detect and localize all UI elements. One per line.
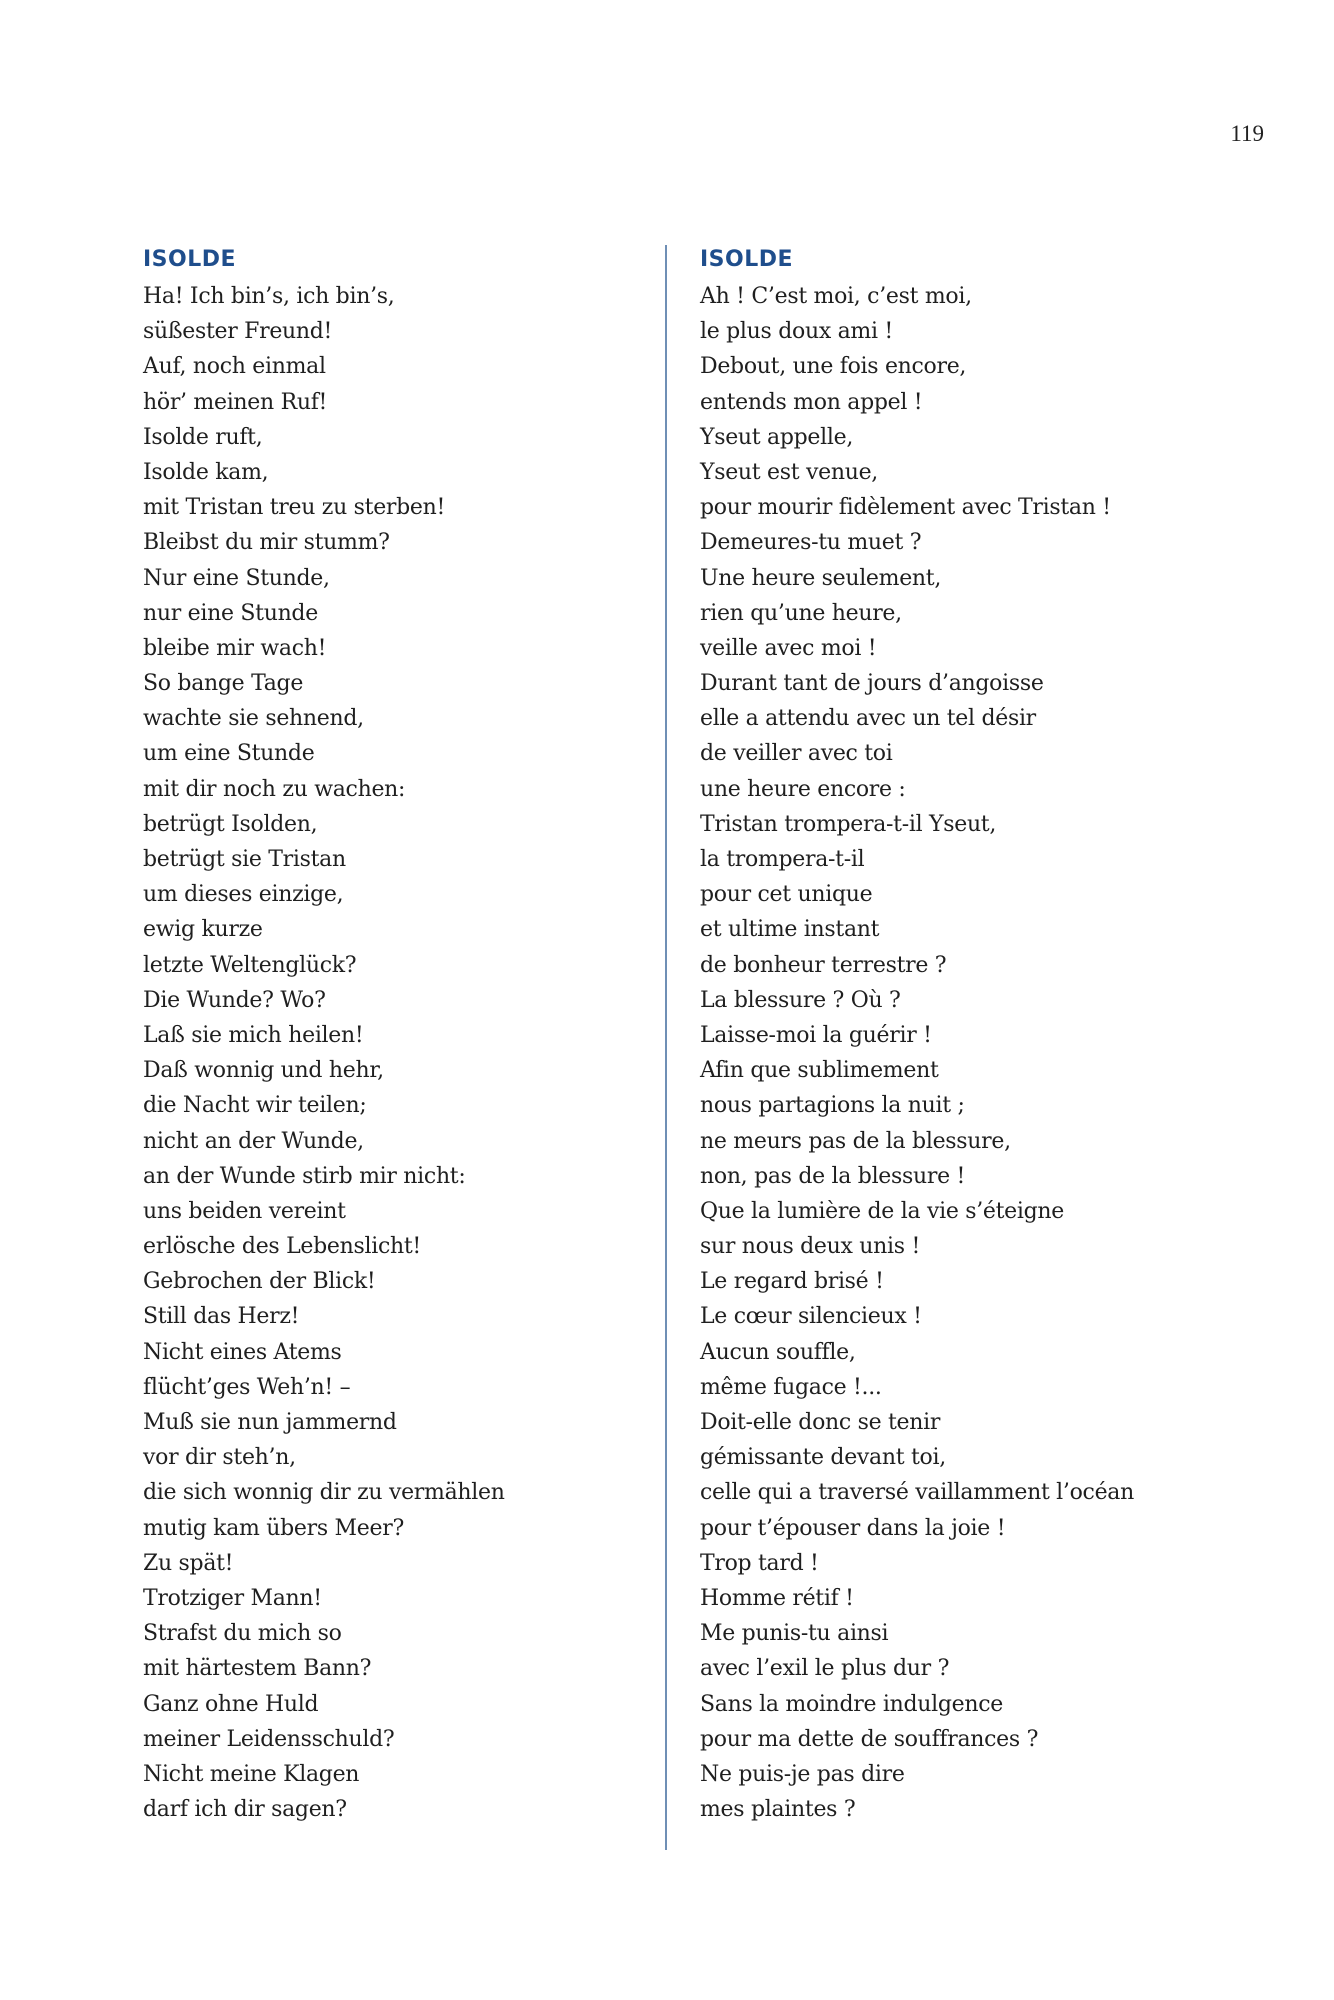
verse-line: ne meurs pas de la blessure,	[700, 1128, 1011, 1154]
verse-line: celle qui a traversé vaillamment l’océan	[700, 1480, 1134, 1506]
verse-line: uns beiden vereint	[143, 1198, 346, 1224]
verse-line: um eine Stunde	[143, 741, 315, 767]
verse-line: Yseut est venue,	[700, 459, 878, 485]
verse-line: la trompera-t-il	[700, 847, 865, 872]
verse-line: Muß sie nun jammernd	[143, 1410, 397, 1435]
french-verse-lines	[700, 279, 1300, 1827]
verse-line: betrügt Isolden,	[143, 811, 318, 837]
verse-line: meiner Leidensschuld?	[143, 1726, 395, 1752]
verse-line: sur nous deux unis !	[700, 1234, 921, 1260]
verse-line: Tristan trompera-t-il Yseut,	[700, 811, 997, 837]
verse-line: entends mon appel !	[700, 389, 923, 415]
speaker-name-french: ISOLDE	[700, 247, 794, 272]
verse-line: Me punis-tu ainsi	[700, 1621, 889, 1647]
verse-line: de veiller avec toi	[700, 741, 893, 767]
verse-line: Aucun souffle,	[700, 1339, 856, 1365]
verse-line: Yseut appelle,	[700, 424, 854, 450]
speaker-name-german: ISOLDE	[143, 247, 237, 272]
verse-line: ewig kurze	[143, 917, 263, 943]
verse-line: le plus doux ami !	[700, 319, 893, 345]
verse-line: die Nacht wir teilen;	[143, 1093, 367, 1119]
french-column	[700, 243, 1300, 1827]
verse-line: Die Wunde? Wo?	[143, 987, 326, 1013]
verse-line: Afin que sublimement	[700, 1058, 939, 1084]
verse-line: Nicht eines Atems	[143, 1339, 342, 1365]
verse-line: Isolde kam,	[143, 459, 269, 485]
verse-line: Une heure seulement,	[700, 565, 942, 591]
verse-line: pour mourir fidèlement avec Tristan !	[700, 495, 1111, 521]
verse-line: Laß sie mich heilen!	[143, 1022, 364, 1048]
verse-line: mes plaintes ?	[700, 1797, 856, 1823]
verse-line: pour ma dette de souffrances ?	[700, 1726, 1039, 1752]
verse-line: La blessure ? Où ?	[700, 987, 901, 1013]
verse-line: avec l’exil le plus dur ?	[700, 1656, 950, 1682]
verse-line: Isolde ruft,	[143, 424, 263, 450]
verse-line: Trop tard !	[700, 1550, 819, 1576]
verse-line: nur eine Stunde	[143, 600, 318, 626]
verse-line: letzte Weltenglück?	[143, 952, 357, 978]
verse-line: betrügt sie Tristan	[143, 847, 346, 872]
verse-line: Doit-elle donc se tenir	[700, 1410, 941, 1435]
verse-line: Demeures-tu muet ?	[700, 530, 922, 556]
verse-line: die sich wonnig dir zu vermählen	[143, 1480, 505, 1506]
verse-line: Still das Herz!	[143, 1304, 300, 1330]
verse-line: Le cœur silencieux !	[700, 1304, 922, 1330]
verse-line: Auf, noch einmal	[143, 354, 326, 380]
column-divider	[665, 245, 667, 1850]
verse-line: mutig kam übers Meer?	[143, 1515, 404, 1541]
verse-line: Nicht meine Klagen	[143, 1761, 360, 1787]
verse-line: hör’ meinen Ruf!	[143, 389, 328, 415]
verse-line: non, pas de la blessure !	[700, 1163, 966, 1189]
verse-line: erlösche des Lebenslicht!	[143, 1234, 421, 1260]
verse-line: gémissante devant toi,	[700, 1445, 946, 1471]
verse-line: même fugace !...	[700, 1374, 882, 1400]
verse-line: Ah ! C’est moi, c’est moi,	[700, 284, 972, 309]
verse-line: flücht’ges Weh’n! –	[143, 1374, 351, 1400]
verse-line: Trotziger Mann!	[143, 1585, 322, 1611]
verse-line: elle a attendu avec un tel désir	[700, 706, 1036, 732]
verse-line: darf ich dir sagen?	[143, 1797, 347, 1823]
verse-line: Le regard brisé !	[700, 1269, 884, 1295]
verse-line: nicht an der Wunde,	[143, 1128, 364, 1154]
verse-line: bleibe mir wach!	[143, 635, 327, 661]
verse-line: Bleibst du mir stumm?	[143, 530, 390, 556]
verse-line: Ha! Ich bin’s, ich bin’s,	[143, 284, 395, 309]
verse-line: Que la lumière de la vie s’éteigne	[700, 1198, 1065, 1224]
verse-line: Durant tant de jours d’angoisse	[700, 671, 1044, 697]
verse-line: Gebrochen der Blick!	[143, 1269, 376, 1295]
verse-line: Ne puis-je pas dire	[700, 1761, 905, 1787]
verse-line: et ultime instant	[700, 917, 880, 943]
verse-line: Zu spät!	[143, 1550, 234, 1576]
verse-line: Ganz ohne Huld	[143, 1691, 319, 1717]
verse-line: pour cet unique	[700, 882, 873, 908]
verse-line: um dieses einzige,	[143, 882, 344, 908]
german-column	[143, 243, 643, 1827]
verse-line: Homme rétif !	[700, 1585, 854, 1611]
verse-line: süßester Freund!	[143, 319, 333, 345]
verse-line: de bonheur terrestre ?	[700, 952, 947, 978]
verse-line: mit härtestem Bann?	[143, 1656, 372, 1682]
verse-line: So bange Tage	[143, 671, 304, 697]
verse-line: Daß wonnig und hehr,	[143, 1058, 384, 1084]
verse-line: veille avec moi !	[700, 635, 877, 661]
verse-line: mit dir noch zu wachen:	[143, 776, 406, 802]
german-verse-lines	[143, 279, 643, 1827]
verse-line: an der Wunde stirb mir nicht:	[143, 1163, 466, 1189]
verse-line: pour t’épouser dans la joie !	[700, 1515, 1006, 1541]
verse-line: rien qu’une heure,	[700, 600, 902, 626]
verse-line: Debout, une fois encore,	[700, 354, 967, 380]
page-number: 119	[1230, 121, 1264, 146]
verse-line: Strafst du mich so	[143, 1621, 342, 1647]
verse-line: une heure encore :	[700, 776, 906, 802]
verse-line: nous partagions la nuit ;	[700, 1093, 965, 1119]
verse-line: Nur eine Stunde,	[143, 565, 330, 591]
verse-line: Sans la moindre indulgence	[700, 1691, 1004, 1717]
verse-line: vor dir steh’n,	[143, 1445, 296, 1471]
verse-line: mit Tristan treu zu sterben!	[143, 495, 446, 521]
verse-line: wachte sie sehnend,	[143, 706, 364, 732]
verse-line: Laisse-moi la guérir !	[700, 1022, 932, 1048]
